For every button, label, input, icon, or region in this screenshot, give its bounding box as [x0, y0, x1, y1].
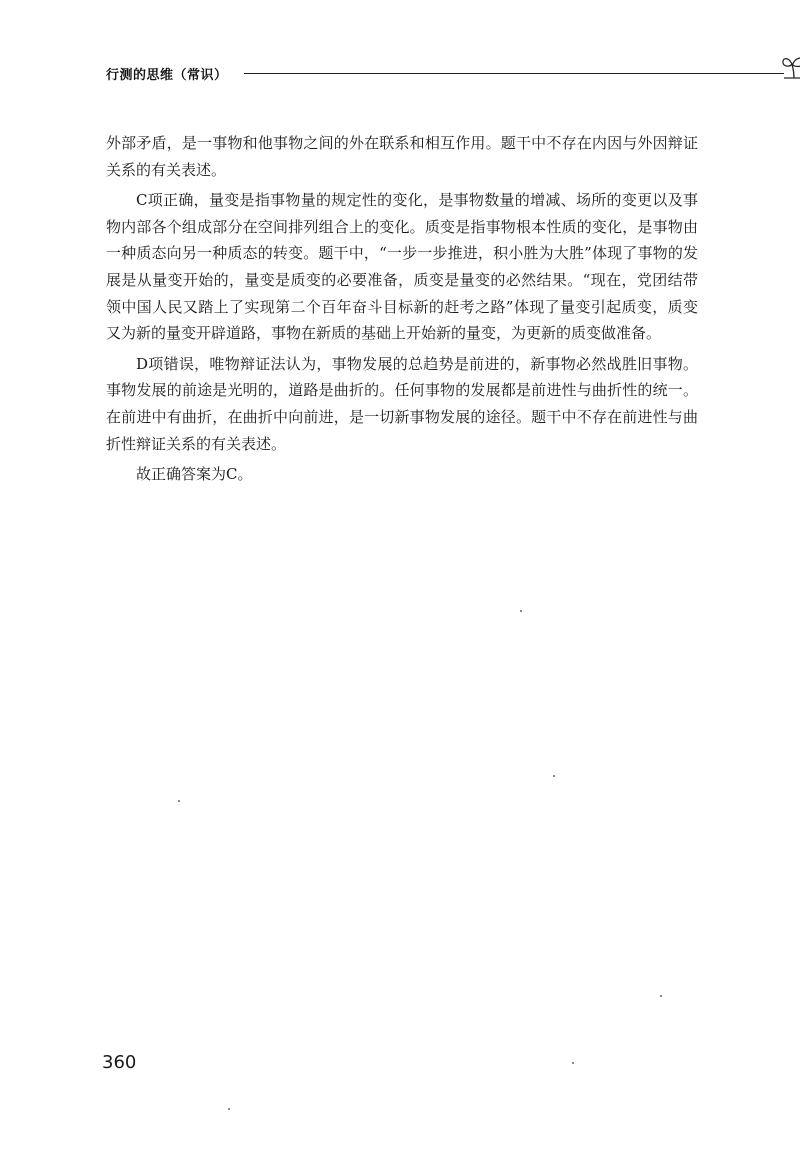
- scan-speck: [572, 1062, 574, 1064]
- page-number: 360: [102, 1052, 137, 1073]
- header-rule: [244, 73, 784, 74]
- paragraph-answer: 故正确答案为C。: [136, 465, 253, 484]
- sprout-icon: [780, 54, 800, 80]
- running-header: [106, 58, 706, 88]
- paragraph-option-d: D项错误，唯物辩证法认为，事物发展的总趋势是前进的，新事物必然战胜旧事物。事物发展的前途是光明的，道路是曲折的。任何事物的发展都是前进性与曲折性的统一。在前进中有曲折，在曲折中向前进，是一切新事物发展的途径。题干中不存在前进性与曲折性辩证关系的有关表述。: [106, 354, 698, 453]
- body-text: [106, 130, 698, 492]
- scan-speck: [553, 775, 555, 777]
- scan-speck: [660, 995, 662, 997]
- scan-speck: [178, 800, 180, 802]
- paragraph-external-contradiction: 外部矛盾，是一事物和他事物之间的外在联系和相互作用。题干中不存在内因与外因辩证关系的有关表述。: [106, 134, 698, 179]
- header-title: 行测的思维（常识）: [106, 68, 228, 83]
- scan-speck: [520, 610, 522, 612]
- scan-speck: [228, 1108, 230, 1110]
- paragraph-option-c: C项正确，量变是指事物量的规定性的变化，是事物数量的增减、场所的变更以及事物内部各个组成部分在空间排列组合上的变化。质变是指事物根本性质的变化，是事物由一种质态向另一种质态的转变。题干中，“一步一步推进，积小胜为大胜”体现了事物的发展是从量变开始的，量变是质变的必要准备，质变是量变的必然结果。“现在，党团结带领中国人民又踏上了实现第二个百年奋斗目标新的赶考之路”体现了量变引起质变，质变又为新的量变开辟道路，事物在新质的基础上开始新的量变，为更新的质变做准备。: [106, 191, 698, 343]
